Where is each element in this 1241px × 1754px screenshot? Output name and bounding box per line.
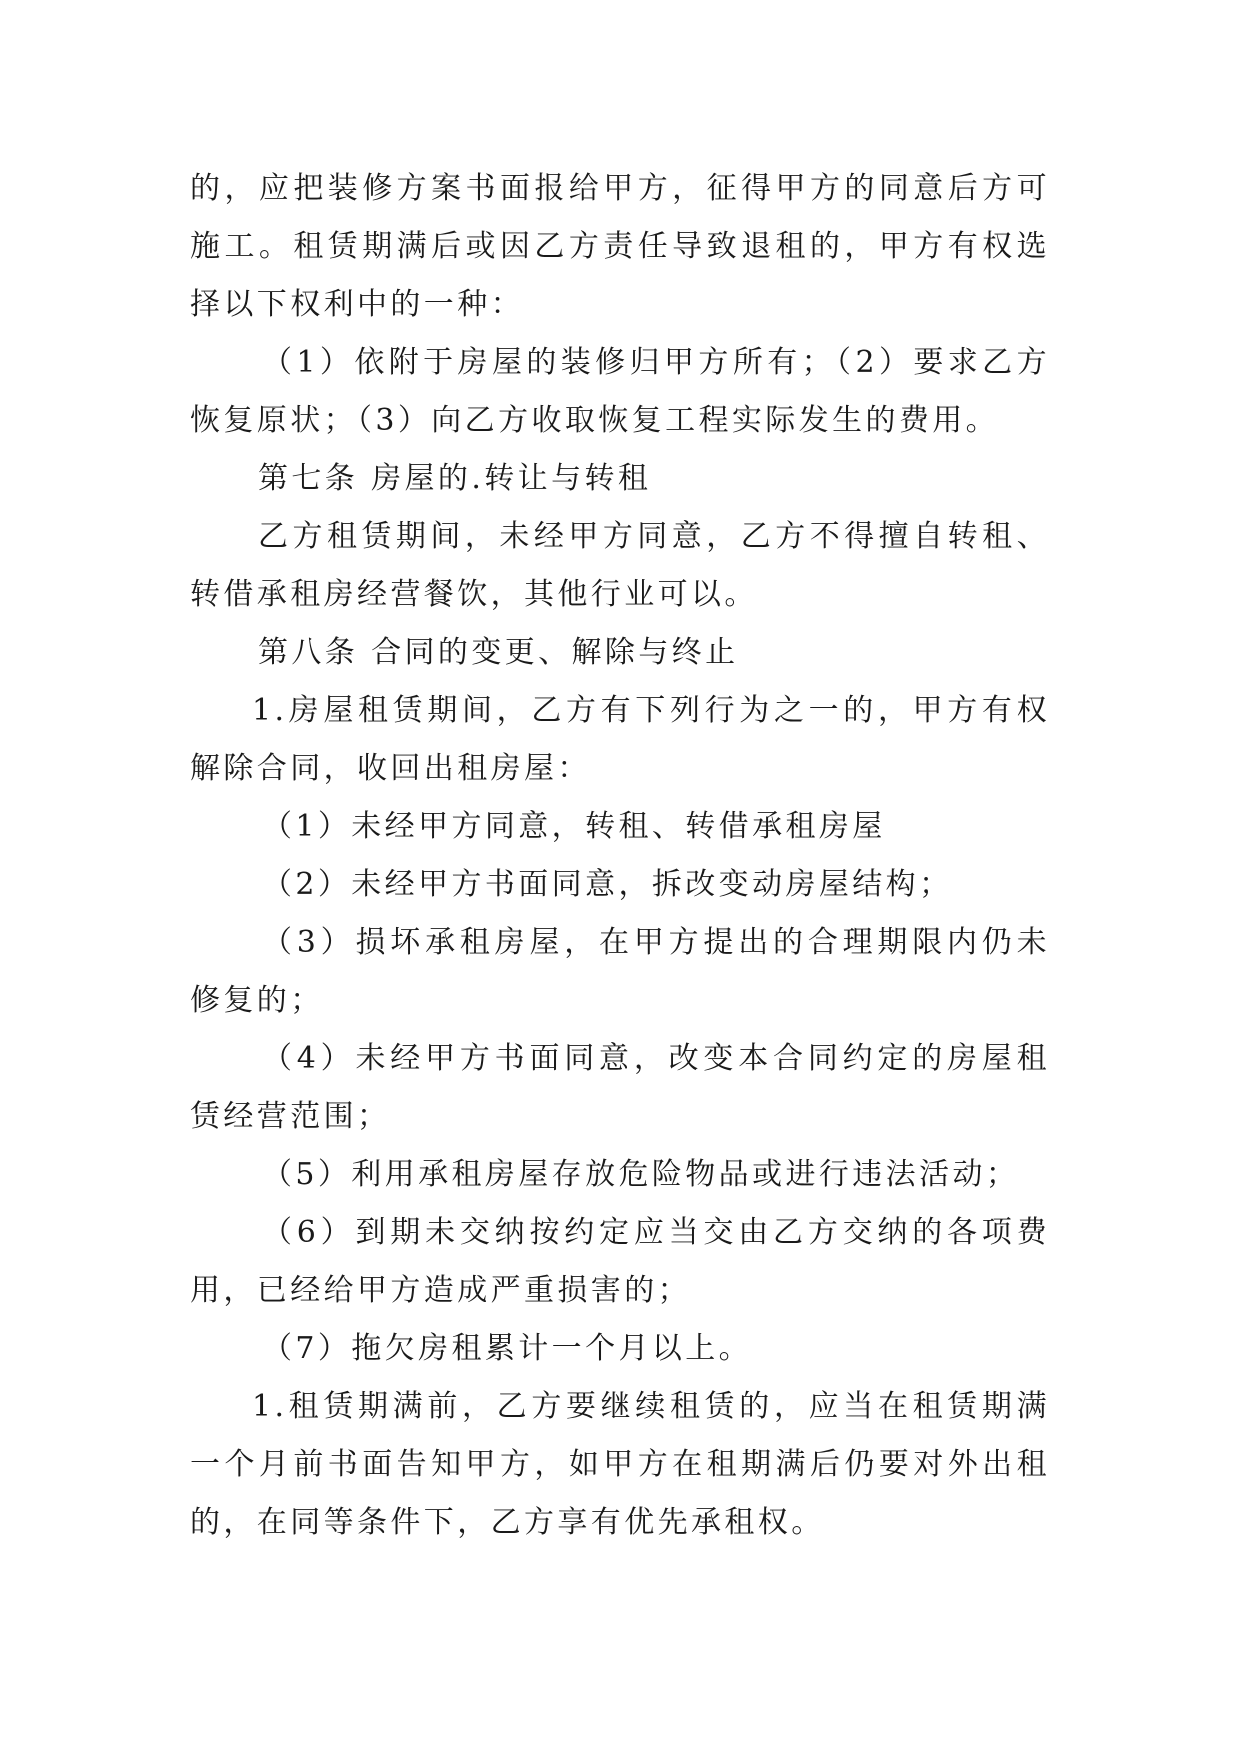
paragraph-termination-intro: 1.房屋租赁期间，乙方有下列行为之一的，甲方有权解除合同，收回出租房屋： [190,693,1050,786]
list-item-6: （6）到期未交纳按约定应当交由乙方交纳的各项费用，已经给甲方造成严重损害的； [190,1215,1050,1308]
document-body [190,160,1050,1552]
paragraph-sublease-clause: 乙方租赁期间，未经甲方同意，乙方不得擅自转租、转借承租房经营餐饮，其他行业可以。 [190,519,1050,612]
list-item-7: （7）拖欠房租累计一个月以上。 [262,1331,753,1366]
paragraph-renewal-clause: 1.租赁期满前，乙方要继续租赁的，应当在租赁期满一个月前书面告知甲方，如甲方在租期满后仍要对外出租的，在同等条件下，乙方享有优先承租权。 [190,1389,1050,1540]
list-item-1: （1）未经甲方同意，转租、转借承租房屋 [262,809,886,844]
list-item-5: （5）利用承租房屋存放危险物品或进行违法活动； [262,1157,1020,1192]
article-eight-heading: 第八条 合同的变更、解除与终止 [258,635,739,670]
list-item-3: （3）损坏承租房屋，在甲方提出的合理期限内仍未修复的； [190,925,1050,1018]
article-seven-heading: 第七条 房屋的.转让与转租 [258,461,652,496]
paragraph-decoration-clause: 的，应把装修方案书面报给甲方，征得甲方的同意后方可施工。租赁期满后或因乙方责任导致退租的，甲方有权选择以下权利中的一种： [190,171,1050,322]
paragraph-decoration-options: （1）依附于房屋的装修归甲方所有；（2）要求乙方恢复原状；（3）向乙方收取恢复工程实际发生的费用。 [190,345,1050,438]
list-item-2: （2）未经甲方书面同意，拆改变动房屋结构； [262,867,953,902]
list-item-4: （4）未经甲方书面同意，改变本合同约定的房屋租赁经营范围； [190,1041,1050,1134]
